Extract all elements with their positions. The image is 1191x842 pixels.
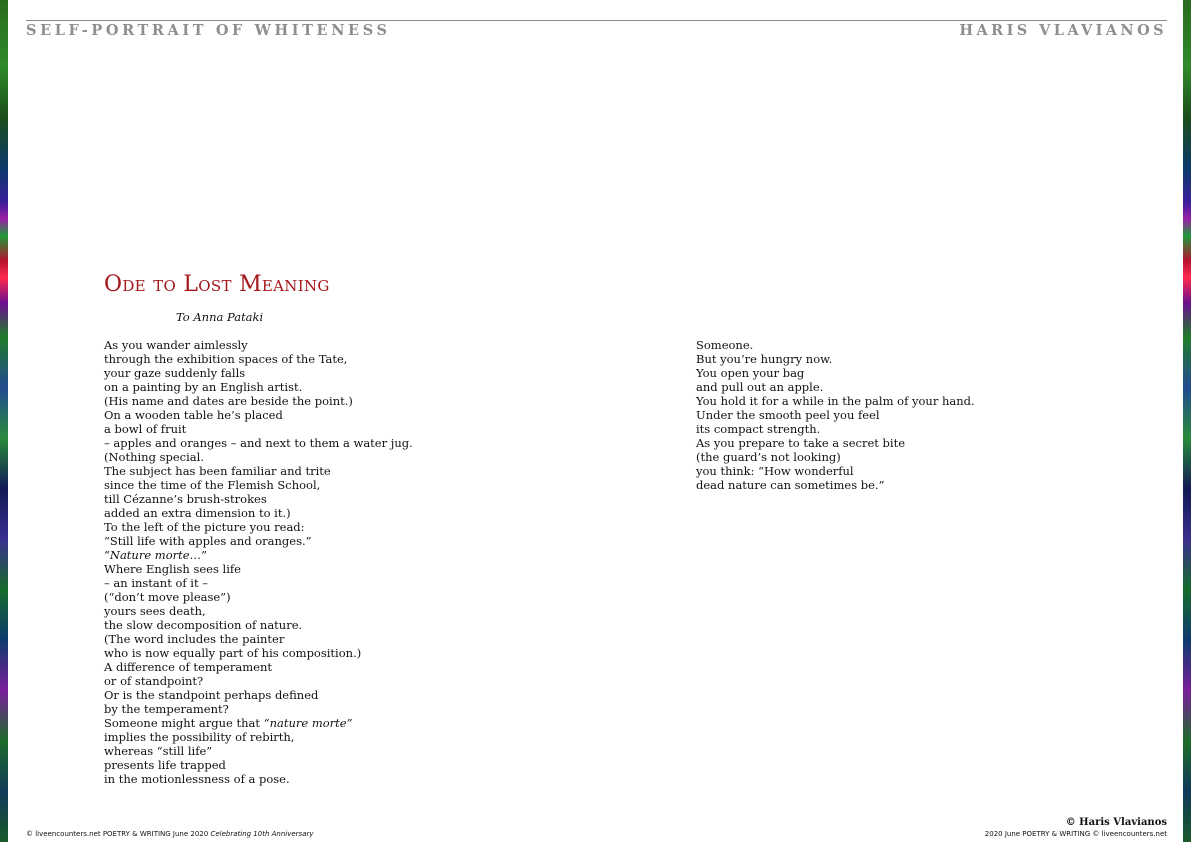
poem-line: presents life trapped bbox=[104, 758, 226, 772]
poem-line: added an extra dimension to it.) bbox=[104, 506, 291, 520]
footer-left bbox=[26, 830, 314, 838]
poem-line: (the guard’s not looking) bbox=[696, 450, 841, 464]
poem-line: – apples and oranges – and next to them a water jug. bbox=[104, 436, 413, 450]
poem-line: The subject has been familiar and trite bbox=[104, 464, 331, 478]
poem-line: (The word includes the painter bbox=[104, 632, 285, 646]
poem-line: yours sees death, bbox=[104, 604, 206, 618]
poem-line: You hold it for a while in the palm of your hand. bbox=[696, 394, 975, 408]
poem-line-italic: Nature morte… bbox=[109, 548, 202, 562]
header-rule bbox=[26, 20, 1167, 21]
poem-line: – an instant of it – bbox=[104, 576, 209, 590]
poem-line: Under the smooth peel you feel bbox=[696, 408, 880, 422]
poem-line: you think: “How wonderful bbox=[696, 464, 854, 478]
poem-line-open-quote: “ bbox=[104, 548, 110, 562]
header-left-title: SELF-PORTRAIT OF WHITENESS bbox=[26, 22, 391, 39]
header-right-title: HARIS VLAVIANOS bbox=[959, 22, 1167, 39]
poem-line: Where English sees life bbox=[104, 562, 241, 576]
right-decorative-strip bbox=[1183, 0, 1191, 842]
poem-line: a bowl of fruit bbox=[104, 422, 187, 436]
footer-author: © Haris Vlavianos bbox=[1065, 817, 1167, 828]
poem-line: “Still life with apples and oranges.” bbox=[104, 534, 312, 548]
poem-line: (His name and dates are beside the point.) bbox=[104, 394, 353, 408]
poem-column-1 bbox=[104, 338, 413, 786]
poem-line: since the time of the Flemish School, bbox=[104, 478, 321, 492]
page bbox=[8, 0, 1183, 842]
poem-line: or of standpoint? bbox=[104, 674, 204, 688]
poem-line: dead nature can sometimes be.” bbox=[696, 478, 885, 492]
poem-line: implies the possibility of rebirth, bbox=[104, 730, 295, 744]
poem-line: You open your bag bbox=[696, 366, 805, 380]
poem-line-italic: “nature morte” bbox=[263, 716, 353, 730]
poem-line: Someone. bbox=[696, 338, 754, 352]
poem-column-2 bbox=[696, 338, 975, 492]
poem-line: the slow decomposition of nature. bbox=[104, 618, 303, 632]
footer-left-italic: Celebrating 10th Anniversary bbox=[210, 830, 314, 838]
poem-line: till Cézanne’s brush-strokes bbox=[104, 492, 267, 506]
poem-line: on a painting by an English artist. bbox=[104, 380, 303, 394]
poem-line: and pull out an apple. bbox=[696, 380, 824, 394]
footer-meta: 2020 June POETRY & WRITING © liveencounters.net bbox=[984, 830, 1167, 838]
poem-line: (“don’t move please”) bbox=[104, 590, 231, 604]
left-decorative-strip bbox=[0, 0, 8, 842]
poem-line-text: Someone might argue that bbox=[104, 716, 264, 730]
poem-line: by the temperament? bbox=[104, 702, 229, 716]
footer-left-text: © liveencounters.net POETRY & WRITING June 2020 bbox=[26, 830, 211, 838]
poem-line bbox=[104, 548, 413, 562]
poem-line-close-quote: ” bbox=[201, 548, 207, 562]
poem-line bbox=[104, 716, 413, 730]
poem-title: Ode to Lost Meaning bbox=[104, 272, 330, 297]
poem-dedication: To Anna Pataki bbox=[176, 310, 264, 324]
poem-line: As you prepare to take a secret bite bbox=[696, 436, 905, 450]
poem-line: On a wooden table he’s placed bbox=[104, 408, 283, 422]
poem-line: A difference of temperament bbox=[104, 660, 273, 674]
poem-line: whereas “still life” bbox=[104, 744, 213, 758]
poem-line: Or is the standpoint perhaps defined bbox=[104, 688, 319, 702]
poem-line: But you’re hungry now. bbox=[696, 352, 833, 366]
poem-line: (Nothing special. bbox=[104, 450, 204, 464]
poem-line: through the exhibition spaces of the Tate, bbox=[104, 352, 348, 366]
footer-right bbox=[985, 817, 1167, 838]
poem-line: To the left of the picture you read: bbox=[104, 520, 305, 534]
poem-line: who is now equally part of his composition.) bbox=[104, 646, 362, 660]
poem-line: As you wander aimlessly bbox=[104, 338, 248, 352]
poem-line: in the motionlessness of a pose. bbox=[104, 772, 290, 786]
poem-line: its compact strength. bbox=[696, 422, 821, 436]
poem-line: your gaze suddenly falls bbox=[104, 366, 246, 380]
